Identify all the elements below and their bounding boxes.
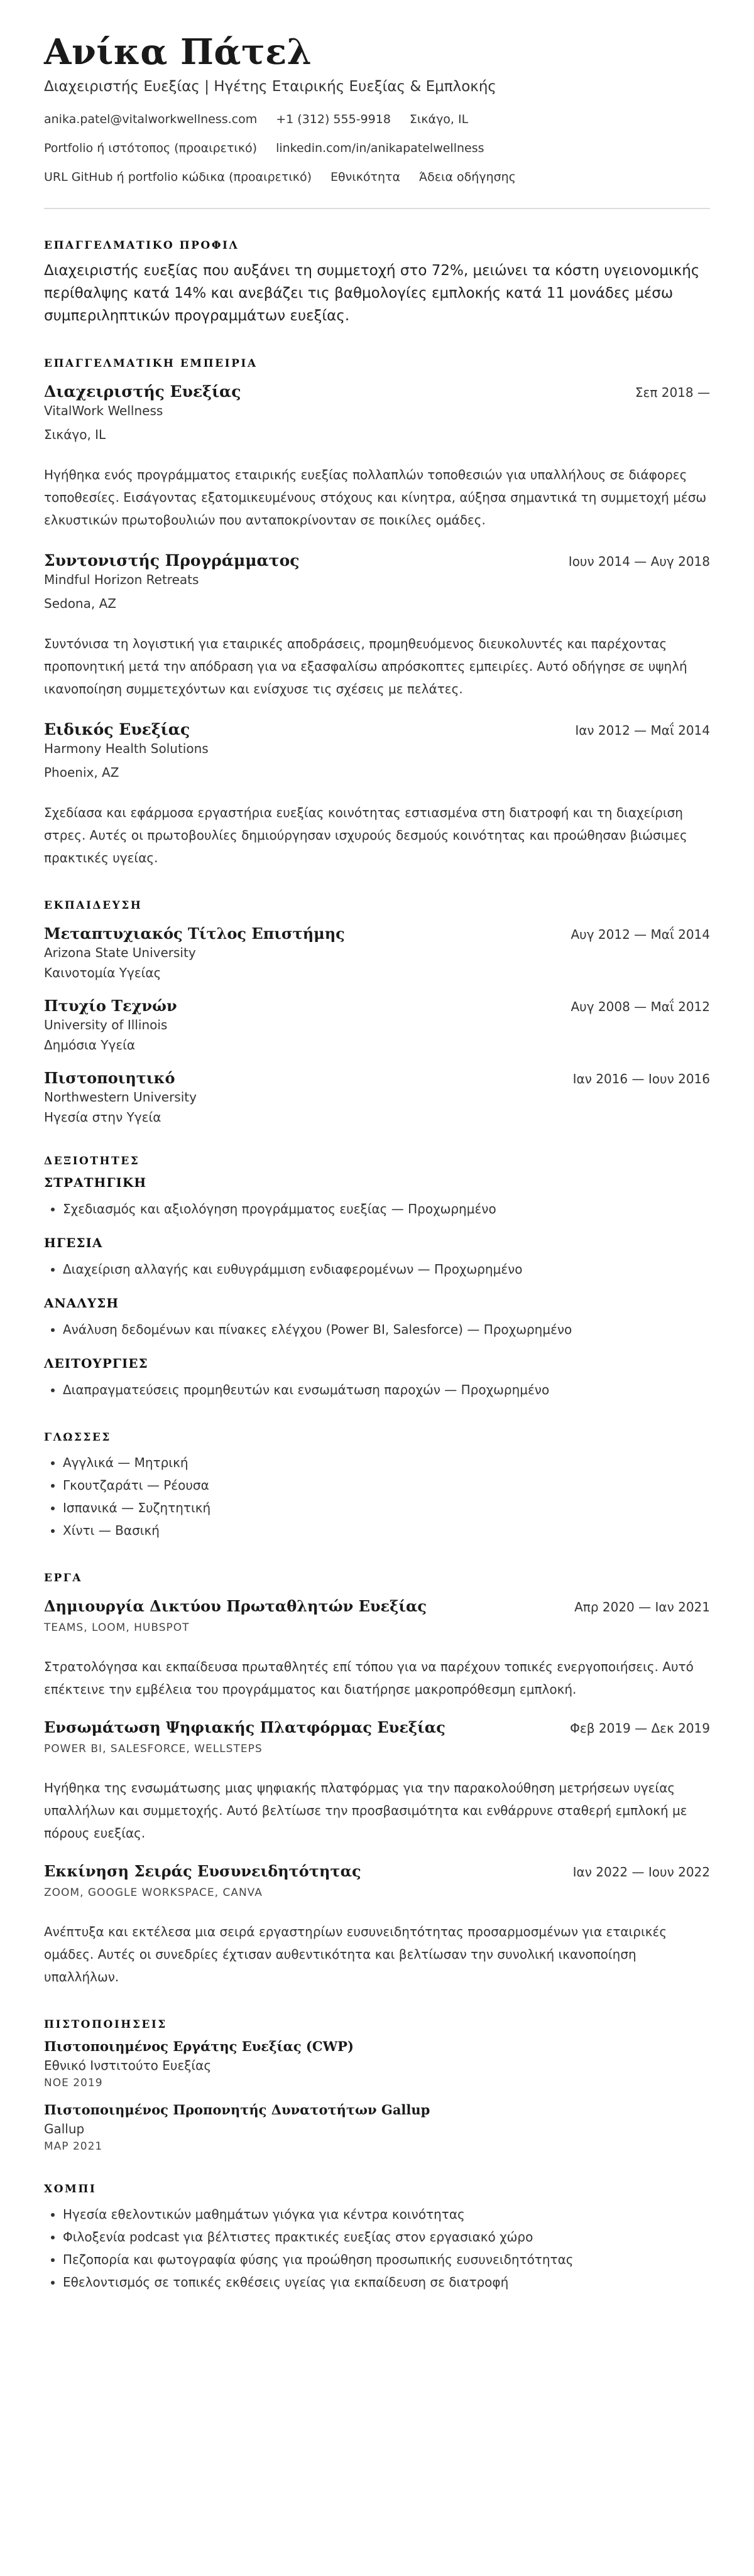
contact-line-2: [44, 134, 710, 163]
project-description: Ανέπτυξα και εκτέλεσα μια σειρά εργαστηρίων ευσυνειδητότητας προσαρμοσμένων για εταιρικές ομάδες. Αυτές οι συνεδρίες έχτισαν αυθεντικότητα και βελτίωσαν την συνολική ικανοποίηση υπαλλήλων.: [44, 1924, 667, 1984]
section-title-profile: ΕΠΑΓΓΕΛΜΑΤΙΚΟ ΠΡΟΦΙΛ: [44, 239, 239, 252]
experience-header: [44, 720, 710, 739]
driving-license: Άδεια οδήγησης: [418, 170, 516, 184]
certification-date: ΜΑΡ 2021: [44, 2140, 103, 2153]
language-item: • Ισπανικά — Συζητητική: [63, 1496, 710, 1519]
education-entry: [44, 997, 710, 1053]
education-dates: Αυγ 2008 — Μαΐ 2012: [571, 998, 710, 1014]
skill-item: • Ανάλυση δεδομένων και πίνακες ελέγχου (Power BI, Salesforce) — Προχωρημένο: [63, 1318, 710, 1341]
job-location: Phoenix, AZ: [44, 764, 119, 780]
degree-title: Μεταπτυχιακός Τίτλος Επιστήμης: [44, 924, 345, 943]
project-tools: POWER BI, SALESFORCE, WELLSTEPS: [44, 1742, 263, 1755]
education-dates: Ιαν 2016 — Ιουν 2016: [572, 1071, 710, 1086]
institution: Northwestern University: [44, 1089, 197, 1105]
experience-entry: [44, 551, 710, 700]
education-header: [44, 1069, 710, 1087]
skill-item: • Σχεδιασμός και αξιολόγηση προγράμματος ευεξίας — Προχωρημένο: [63, 1198, 710, 1220]
employer: Mindful Horizon Retreats: [44, 571, 199, 587]
job-description: Συντόνισα τη λογιστική για εταιρικές αποδράσεις, προμηθευόμενος διευκολυντές και παρέχοντας προπονητική μετά την απόδραση για να εξασφαλίσω απρόσκοπτες εμπειρίες. Αυτό οδήγησε σε υψηλή ικανοποίηση συμμετεχόντων και ενίσχυσε τις σχέσεις με πελάτες.: [44, 636, 687, 696]
experience-header: [44, 551, 710, 570]
skill-item: • Διαπραγματεύσεις προμηθευτών και ενσωμάτωση παροχών — Προχωρημένο: [63, 1378, 710, 1401]
project-title: Ενσωμάτωση Ψηφιακής Πλατφόρμας Ευεξίας: [44, 1718, 445, 1736]
education-entry: [44, 1069, 710, 1125]
email-link[interactable]: anika.patel@vitalworkwellness.com: [44, 112, 258, 126]
education-entry: [44, 924, 710, 980]
hobby-item: • Εθελοντισμός σε τοπικές εκθέσεις υγείας για εκπαίδευση σε διατροφή: [63, 2271, 710, 2293]
certification-name: Πιστοποιημένος Προπονητής Δυνατοτήτων Gallup: [44, 2101, 430, 2118]
contact-line-1: [44, 105, 710, 134]
field-of-study: Ηγεσία στην Υγεία: [44, 1109, 161, 1125]
job-title: Διαχειριστής Ευεξίας: [44, 382, 241, 401]
institution: Arizona State University: [44, 944, 196, 960]
job-dates: Ιουν 2014 — Αυγ 2018: [568, 553, 710, 569]
skill-item: • Διαχείριση αλλαγής και ευθυγράμμιση ενδιαφερομένων — Προχωρημένο: [63, 1258, 710, 1280]
project-entry: [44, 1597, 710, 1701]
hobby-item: • Πεζοπορία και φωτογραφία φύσης για προώθηση προσωπικής ευσυνειδητότητας: [63, 2248, 710, 2271]
project-tools: ZOOM, GOOGLE WORKSPACE, CANVA: [44, 1886, 263, 1899]
language-item: • Χίντι — Βασική: [63, 1519, 710, 1542]
job-title: Συντονιστής Προγράμματος: [44, 551, 300, 570]
section-title-hobbies: ΧΟΜΠΙ: [44, 2182, 97, 2195]
degree-title: Πτυχίο Τεχνών: [44, 996, 177, 1015]
profile-summary: Διαχειριστής ευεξίας που αυξάνει τη συμμετοχή στο 72%, μειώνει τα κόστη υγειονομικής περίθαλψης κατά 14% και ανεβάζει τις βαθμολογίες εμπλοκής κατά 11 μονάδες μέσω συμπεριληπτικών προγραμμάτων ευεξίας.: [44, 262, 700, 324]
job-location: Σικάγο, IL: [44, 426, 106, 442]
certification-entry: [44, 2102, 710, 2153]
education-header: [44, 924, 710, 943]
hobby-list: [44, 2203, 710, 2293]
skill-list: [44, 1318, 710, 1341]
certification-entry: [44, 2038, 710, 2089]
nationality: Εθνικότητα: [331, 170, 400, 184]
project-entry: [44, 1862, 710, 1988]
field-of-study: Καινοτομία Υγείας: [44, 965, 161, 980]
language-item: • Αγγλικά — Μητρική: [63, 1451, 710, 1474]
degree-title: Πιστοποιητικό: [44, 1068, 175, 1087]
project-entry: [44, 1718, 710, 1844]
employer: VitalWork Wellness: [44, 403, 163, 418]
linkedin-link[interactable]: linkedin.com/in/anikapatelwellness: [276, 141, 484, 155]
contact-line-3: [44, 163, 710, 192]
project-description: Ηγήθηκα της ενσωμάτωσης μιας ψηφιακής πλατφόρμας για την παρακολούθηση μετρήσεων υγείας υπαλλήλων και συμμετοχής. Αυτό βελτίωσε την προσβασιμότητα και ενθάρρυνε σταθερή εμπλοκή με πόρους ευεξίας.: [44, 1780, 687, 1841]
phone-number: +1 (312) 555-9918: [276, 112, 391, 126]
skill-category: ΣΤΡΑΤΗΓΙΚΗ: [44, 1174, 147, 1190]
candidate-name: Ανίκα Πάτελ: [44, 31, 312, 73]
certification-issuer: Gallup: [44, 2121, 85, 2136]
certification-name: Πιστοποιημένος Εργάτης Ευεξίας (CWP): [44, 2038, 354, 2054]
skill-list: [44, 1198, 710, 1220]
skill-category: ΛΕΙΤΟΥΡΓΙΕΣ: [44, 1355, 148, 1371]
project-title: Δημιουργία Δικτύου Πρωταθλητών Ευεξίας: [44, 1596, 427, 1615]
job-dates: Σεπ 2018 —: [635, 384, 710, 400]
hobby-item: • Ηγεσία εθελοντικών μαθημάτων γιόγκα για κέντρα κοινότητας: [63, 2203, 710, 2226]
certification-date: ΝΟΕ 2019: [44, 2076, 103, 2089]
education-dates: Αυγ 2012 — Μαΐ 2014: [571, 926, 710, 942]
skill-category: ΑΝΑΛΥΣΗ: [44, 1295, 119, 1311]
project-dates: Φεβ 2019 — Δεκ 2019: [570, 1720, 710, 1736]
skill-list: [44, 1378, 710, 1401]
project-description: Στρατολόγησα και εκπαίδευσα πρωταθλητές επί τόπου για να παρέχουν τοπικές ενεργοποιήσεις. Αυτό επέκτεινε την εμβέλεια του προγράμματος και διατήρησε μακροπρόθεσμη εμπλοκή.: [44, 1659, 694, 1697]
section-title-languages: ΓΛΩΣΣΕΣ: [44, 1431, 111, 1444]
job-description: Ηγήθηκα ενός προγράμματος εταιρικής ευεξίας πολλαπλών τοποθεσιών για υπαλλήλους σε διάφορες τοποθεσίες. Εισάγοντας εξατομικευμένους στόχους και κίνητρα, αύξησα σημαντικά τη συμμετοχή μέσω ελκυστικών πρωτοβουλιών που ανταποκρίνονταν σε ποικίλες ομάδες.: [44, 467, 707, 528]
education-header: [44, 997, 710, 1015]
section-title-education: ΕΚΠΑΙΔΕΥΣΗ: [44, 899, 143, 912]
experience-entry: [44, 382, 710, 531]
hobby-item: • Φιλοξενία podcast για βέλτιστες πρακτικές ευεξίας στον εργασιακό χώρο: [63, 2226, 710, 2248]
project-tools: TEAMS, LOOM, HUBSPOT: [44, 1621, 190, 1634]
contact-block: [44, 105, 710, 192]
project-header: [44, 1862, 710, 1880]
skill-list: [44, 1258, 710, 1280]
portfolio-link[interactable]: Portfolio ή ιστότοπος (προαιρετικό): [44, 141, 258, 155]
job-location: Sedona, AZ: [44, 595, 116, 611]
section-title-skills: ΔΕΞΙΟΤΗΤΕΣ: [44, 1154, 140, 1167]
job-description: Σχεδίασα και εφάρμοσα εργαστήρια ευεξίας κοινότητας εστιασμένα στη διατροφή και τη διαχείριση στρες. Αυτές οι πρωτοβουλίες δημιούργησαν ισχυρούς δεσμούς κοινότητας και προώθησαν βιώσιμες πρακτικές υγείας.: [44, 804, 687, 865]
headline: Διαχειριστής Ευεξίας | Ηγέτης Εταιρικής Ευεξίας & Εμπλοκής: [44, 78, 496, 95]
job-dates: Ιαν 2012 — Μαΐ 2014: [575, 722, 710, 738]
language-list: [44, 1451, 710, 1542]
job-title: Ειδικός Ευεξίας: [44, 720, 190, 739]
header-divider: [44, 208, 710, 209]
github-link[interactable]: URL GitHub ή portfolio κώδικα (προαιρετικό): [44, 170, 312, 184]
project-header: [44, 1597, 710, 1615]
project-dates: Ιαν 2022 — Ιουν 2022: [572, 1864, 710, 1880]
project-title: Εκκίνηση Σειράς Ευσυνειδητότητας: [44, 1861, 361, 1880]
section-title-projects: ΕΡΓΑ: [44, 1571, 82, 1584]
employer: Harmony Health Solutions: [44, 740, 209, 756]
language-item: • Γκουτζαράτι — Ρέουσα: [63, 1474, 710, 1496]
section-title-certifications: ΠΙΣΤΟΠΟΙΗΣΕΙΣ: [44, 2018, 167, 2031]
section-title-experience: ΕΠΑΓΓΕΛΜΑΤΙΚΗ ΕΜΠΕΙΡΙΑ: [44, 357, 258, 370]
skill-category: ΗΓΕΣΙΑ: [44, 1235, 103, 1250]
experience-entry: [44, 720, 710, 869]
certification-issuer: Εθνικό Ινστιτούτο Ευεξίας: [44, 2057, 212, 2073]
project-header: [44, 1718, 710, 1736]
experience-header: [44, 382, 710, 401]
location: Σικάγο, IL: [409, 112, 469, 126]
project-dates: Απρ 2020 — Ιαν 2021: [574, 1599, 710, 1615]
institution: University of Illinois: [44, 1017, 168, 1032]
field-of-study: Δημόσια Υγεία: [44, 1037, 136, 1053]
